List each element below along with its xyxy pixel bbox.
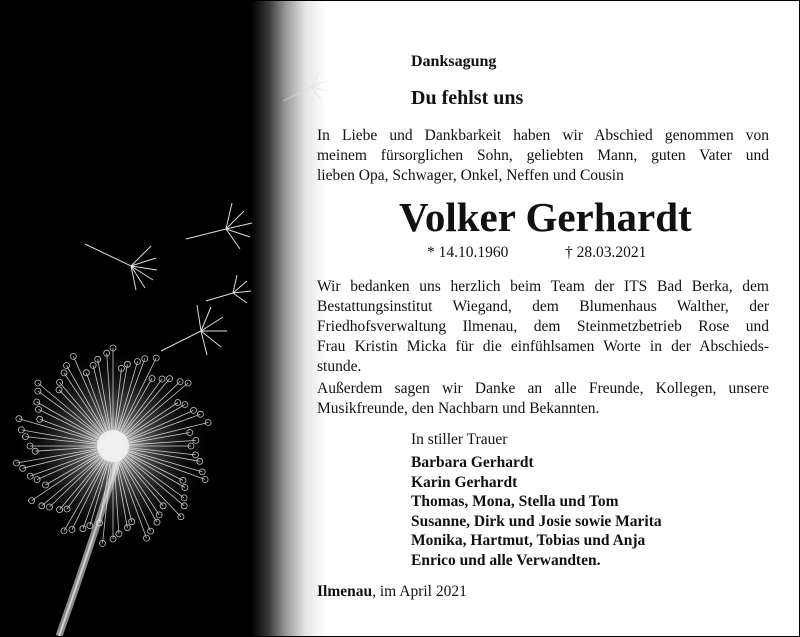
mourner-entry: Monika, Hartmut, Tobias und Anja [411,532,646,549]
mourning-label: In stiller Trauer [411,431,508,448]
mourner-entry: Karin Gerhardt [411,473,518,491]
deceased-name: Volker Gerhardt [399,194,692,240]
also-line: Außerdem sagen wir Danke an alle Freunde, Kollegen, unsere [317,380,769,397]
birth-date: * 14.10.1960 [427,244,509,261]
mourner-entry: Thomas, Mona, Stella und Tom [411,493,619,510]
also-line: Musikfreunde, den Nachbarn und Bekannten. [317,400,600,417]
thanks-line: Bestattungsinstitut Wiegand, dem Blumenhaus Walther, der [317,298,769,315]
notice-text [1,1,799,636]
notice-heading: Danksagung [411,53,497,70]
intro-line: lieben Opa, Schwager, Onkel, Neffen und Cousin [317,167,624,184]
intro-paragraph [317,126,769,186]
date-text: , im April 2021 [372,583,467,600]
death-date: † 28.03.2021 [565,244,647,261]
mourner-entry: Barbara Gerhardt [411,454,534,471]
also-thanks-paragraph [317,379,769,419]
thanks-line: Frau Kristin Micka für die einfühlsamen Worte in der Abschieds- [317,338,769,355]
notice-subheading: Du fehlst uns [411,87,524,109]
thanks-line: stunde. [317,358,362,375]
mourner-entry: Susanne, Dirk und Josie sowie Marita [411,512,662,530]
place-date [317,583,467,601]
thanks-line: Friedhofsverwaltung Ilmenau, dem Steinmetzbetrieb Rose und [317,318,769,335]
intro-line: In Liebe und Dankbarkeit haben wir Abschied genommen von [317,127,769,144]
place-name: Ilmenau [317,583,373,600]
intro-line: meinem fürsorglichen Sohn, geliebten Mann, guten Vater und [317,147,769,164]
mourner-entry: Enrico und alle Verwandten. [411,551,601,569]
thanks-paragraph [317,277,769,377]
mourners-list [411,453,662,570]
thanks-line: Wir bedanken uns herzlich beim Team der ITS Bad Berka, dem [317,278,769,295]
